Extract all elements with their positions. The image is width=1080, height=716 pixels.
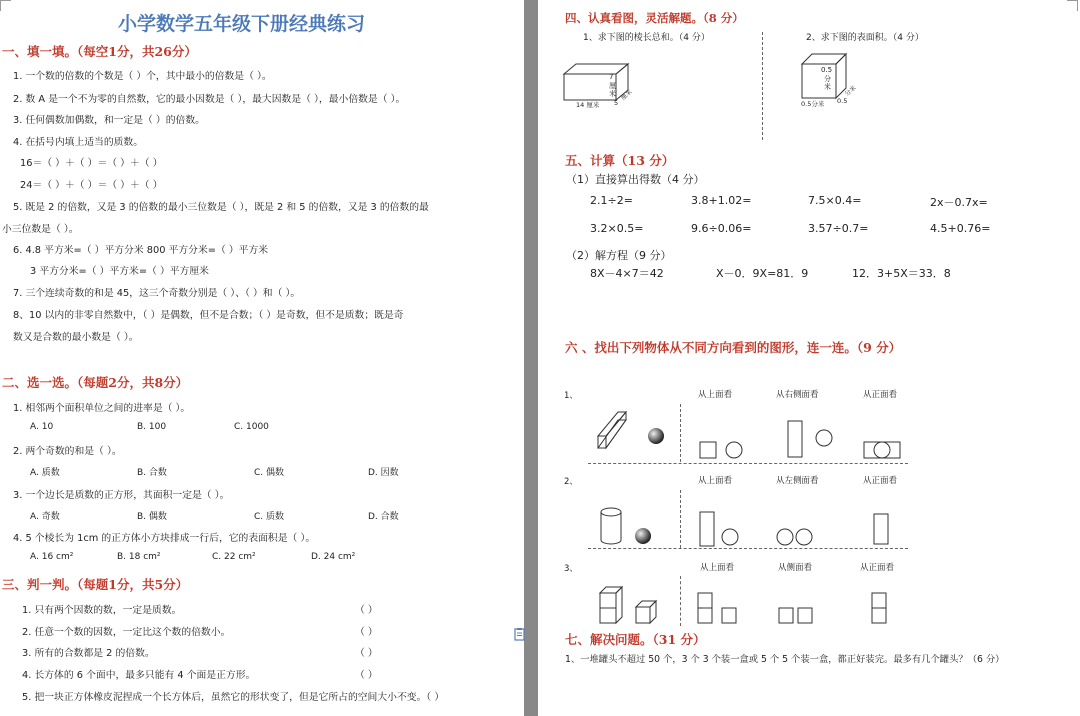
calc-4: 2x－0.7x= <box>930 196 988 209</box>
box2-height-unit-1: 分 <box>824 75 831 83</box>
right-page <box>538 0 1080 716</box>
s2-q3-b: B. 偶数 <box>137 512 167 522</box>
s6-row3-num: 3、 <box>564 564 578 574</box>
calc-6: 9.6÷0.06= <box>691 222 752 235</box>
s2-q4-a: A. 16 cm² <box>30 552 74 562</box>
calc-2: 3.8+1.02= <box>691 194 752 207</box>
s1-q8: 8、10 以内的非零自然数中，（ ）是偶数，但不是合数；（ ）是奇数，但不是质数；既是奇 <box>13 310 404 321</box>
equation-3: 12．3+5X＝33．8 <box>852 267 951 280</box>
s6-row3-divider <box>680 576 681 626</box>
s3-q4-paren: （ ） <box>355 670 378 681</box>
s6-separator-1 <box>588 463 908 464</box>
s6-row2-num: 2、 <box>564 477 578 487</box>
s2-q3-c: C. 质数 <box>254 512 285 522</box>
s1-q5: 5. 既是 2 的倍数，又是 3 的倍数的最小三位数是（ ），既是 2 和 5 的倍数，又是 3 的倍数的最 <box>13 202 429 213</box>
left-page <box>0 0 524 716</box>
box1-height: 7 <box>609 73 614 81</box>
s1-q8-cont: 数又是合数的最小数是（ ）。 <box>13 332 139 343</box>
s3-q1-paren: （ ） <box>355 605 378 616</box>
calc-5: 3.2×0.5= <box>590 222 644 235</box>
s6-row1-view-right: 从右侧面看 <box>776 390 819 400</box>
equation-1: 8X－4×7＝42 <box>590 267 664 280</box>
s1-q7: 7. 三个连续奇数的和是 45，这三个奇数分别是（ ）、（ ）和（ ）。 <box>13 288 301 299</box>
calc-3: 7.5×0.4= <box>808 194 862 207</box>
s6-row1-objects <box>594 410 684 460</box>
box2-width: 0.5分米 <box>801 100 825 108</box>
s6-row2-view-front: 从正面看 <box>863 476 898 486</box>
s3-q2-paren: （ ） <box>355 627 378 638</box>
s2-q2-a: A. 质数 <box>30 468 60 478</box>
s2-q3-a: A. 奇数 <box>30 512 60 522</box>
s6-row1-view-top: 从上面看 <box>698 390 733 400</box>
s1-q4-a: 16＝（ ）＋（ ）＝（ ）＋（ ） <box>20 158 163 169</box>
calc-1: 2.1÷2= <box>590 194 633 207</box>
s7-q1: 1、一堆罐头不超过 50 个，3 个 3 个装一盒或 5 个 5 个装一盒，都正好装完。最多有几个罐头？（6 分） <box>565 654 1005 665</box>
section-5-title: 五、计算（13 分） <box>565 153 675 168</box>
s1-q1: 1. 一个数的倍数的个数是（ ）个，其中最小的倍数是（ ）。 <box>13 71 272 82</box>
s1-q4: 4. 在括号内填上适当的质数。 <box>13 137 144 148</box>
s4-q2: 2、求下图的表面积。（4 分） <box>806 33 924 43</box>
s1-q6-b: 3 平方分米=（ ）平方米=（ ）平方厘米 <box>30 266 209 277</box>
section-3-title: 三、判一判。（每题1分，共5分） <box>2 577 189 592</box>
s6-row1-view-front: 从正面看 <box>863 390 898 400</box>
s1-q4-b: 24＝（ ）＋（ ）＝（ ）＋（ ） <box>20 180 163 191</box>
s6-row3-objects <box>598 585 668 625</box>
s4-divider <box>762 32 763 140</box>
s6-row3-view-side: 从侧面看 <box>778 563 813 573</box>
s5-sub1: （1）直接算出得数（4 分） <box>566 173 705 186</box>
s2-q1: 1. 相邻两个面积单位之间的进率是（ ）。 <box>13 403 191 414</box>
s2-q1-b: B. 100 <box>137 422 167 432</box>
s2-q4-c: C. 22 cm² <box>212 552 256 562</box>
s2-q3: 3. 一个边长是质数的正方形，其面积一定是（ ）。 <box>13 490 230 501</box>
equation-2: X－0．9X=81．9 <box>716 267 809 280</box>
box2-depth: 0.5 <box>837 97 848 105</box>
s6-row3-view-front: 从正面看 <box>860 563 895 573</box>
s6-separator-2 <box>588 548 908 549</box>
page-corner-marker <box>0 0 11 11</box>
s2-q1-a: A. 10 <box>30 422 54 432</box>
s1-q2: 2. 数 A 是一个不为零的自然数，它的最小因数是（ ），最大因数是（ ），最小倍数是（ ）。 <box>13 94 406 105</box>
s1-q3: 3. 任何偶数加偶数，和一定是（ ）的倍数。 <box>13 115 205 126</box>
s2-q2: 2. 两个奇数的和是（ ）。 <box>13 446 122 457</box>
s6-row1-views <box>696 416 906 462</box>
s1-q5-cont: 小三位数是（ ）。 <box>2 224 79 235</box>
s3-q5: 5. 把一块正方体橡皮泥捏成一个长方体后，虽然它的形状变了，但是它所占的空间大小不变。（ ） <box>22 692 445 703</box>
page-corner-marker <box>1067 0 1078 11</box>
s6-row2-view-top: 从上面看 <box>698 476 733 486</box>
box1-depth-unit: 厘米 <box>619 88 634 102</box>
section-7-title: 七、解决问题。（31 分） <box>565 632 706 647</box>
box1-width: 14 厘米 <box>576 101 600 109</box>
s3-q1: 1. 只有两个因数的数，一定是质数。 <box>22 605 182 616</box>
s2-q4-b: B. 18 cm² <box>117 552 161 562</box>
s6-row1-num: 1、 <box>564 391 578 401</box>
cuboid-figure-1 <box>562 60 642 110</box>
s3-q3-paren: （ ） <box>355 648 378 659</box>
s2-q1-c: C. 1000 <box>234 422 269 432</box>
section-2-title: 二、选一选。（每题2分，共8分） <box>2 375 189 390</box>
s3-q4: 4. 长方体的 6 个面中，最多只能有 4 个面是正方形。 <box>22 670 256 681</box>
s6-row3-views <box>696 590 906 626</box>
s1-q6: 6. 4.8 平方米=（ ）平方分米 800 平方分米=（ ）平方米 <box>13 245 269 256</box>
box1-height-unit-1: 厘 <box>609 82 616 90</box>
s2-q2-b: B. 合数 <box>137 468 167 478</box>
calc-8: 4.5+0.76= <box>930 222 991 235</box>
s6-row3-view-top: 从上面看 <box>700 563 735 573</box>
s5-sub2: （2）解方程（9 分） <box>566 249 672 262</box>
s4-q1: 1、求下图的棱长总和。（4 分） <box>583 33 710 43</box>
s6-row2-views <box>696 506 906 548</box>
box1-depth: 5 <box>614 99 619 107</box>
section-1-title: 一、填一填。（每空1分，共26分） <box>2 44 197 59</box>
paste-options-icon[interactable] <box>514 628 530 642</box>
s2-q3-d: D. 合数 <box>368 512 399 522</box>
s2-q2-d: D. 因数 <box>368 468 399 478</box>
s6-row2-objects <box>594 500 684 550</box>
box1-height-unit-2: 米 <box>609 90 616 98</box>
s3-q2: 2. 任意一个数的因数，一定比这个数的倍数小。 <box>22 627 231 638</box>
calc-7: 3.57÷0.7= <box>808 222 869 235</box>
doc-title: 小学数学五年级下册经典练习 <box>118 13 366 35</box>
s2-q4-d: D. 24 cm² <box>311 552 356 562</box>
s2-q2-c: C. 偶数 <box>254 468 285 478</box>
s6-row2-view-left: 从左侧面看 <box>776 476 819 486</box>
box2-height: 0.5 <box>821 66 833 74</box>
section-6-title: 六 、找出下列物体从不同方向看到的图形，连一连。（9 分） <box>565 340 902 355</box>
box2-height-unit-2: 米 <box>824 83 831 91</box>
box2-depth-unit: 分米 <box>843 84 858 98</box>
section-4-title: 四、认真看图，灵活解题。（8 分） <box>565 11 744 25</box>
s3-q3: 3. 所有的合数都是 2 的倍数。 <box>22 648 155 659</box>
s2-q4: 4. 5 个棱长为 1cm 的正方体小方块排成一行后，它的表面积是（ ）。 <box>13 533 316 544</box>
